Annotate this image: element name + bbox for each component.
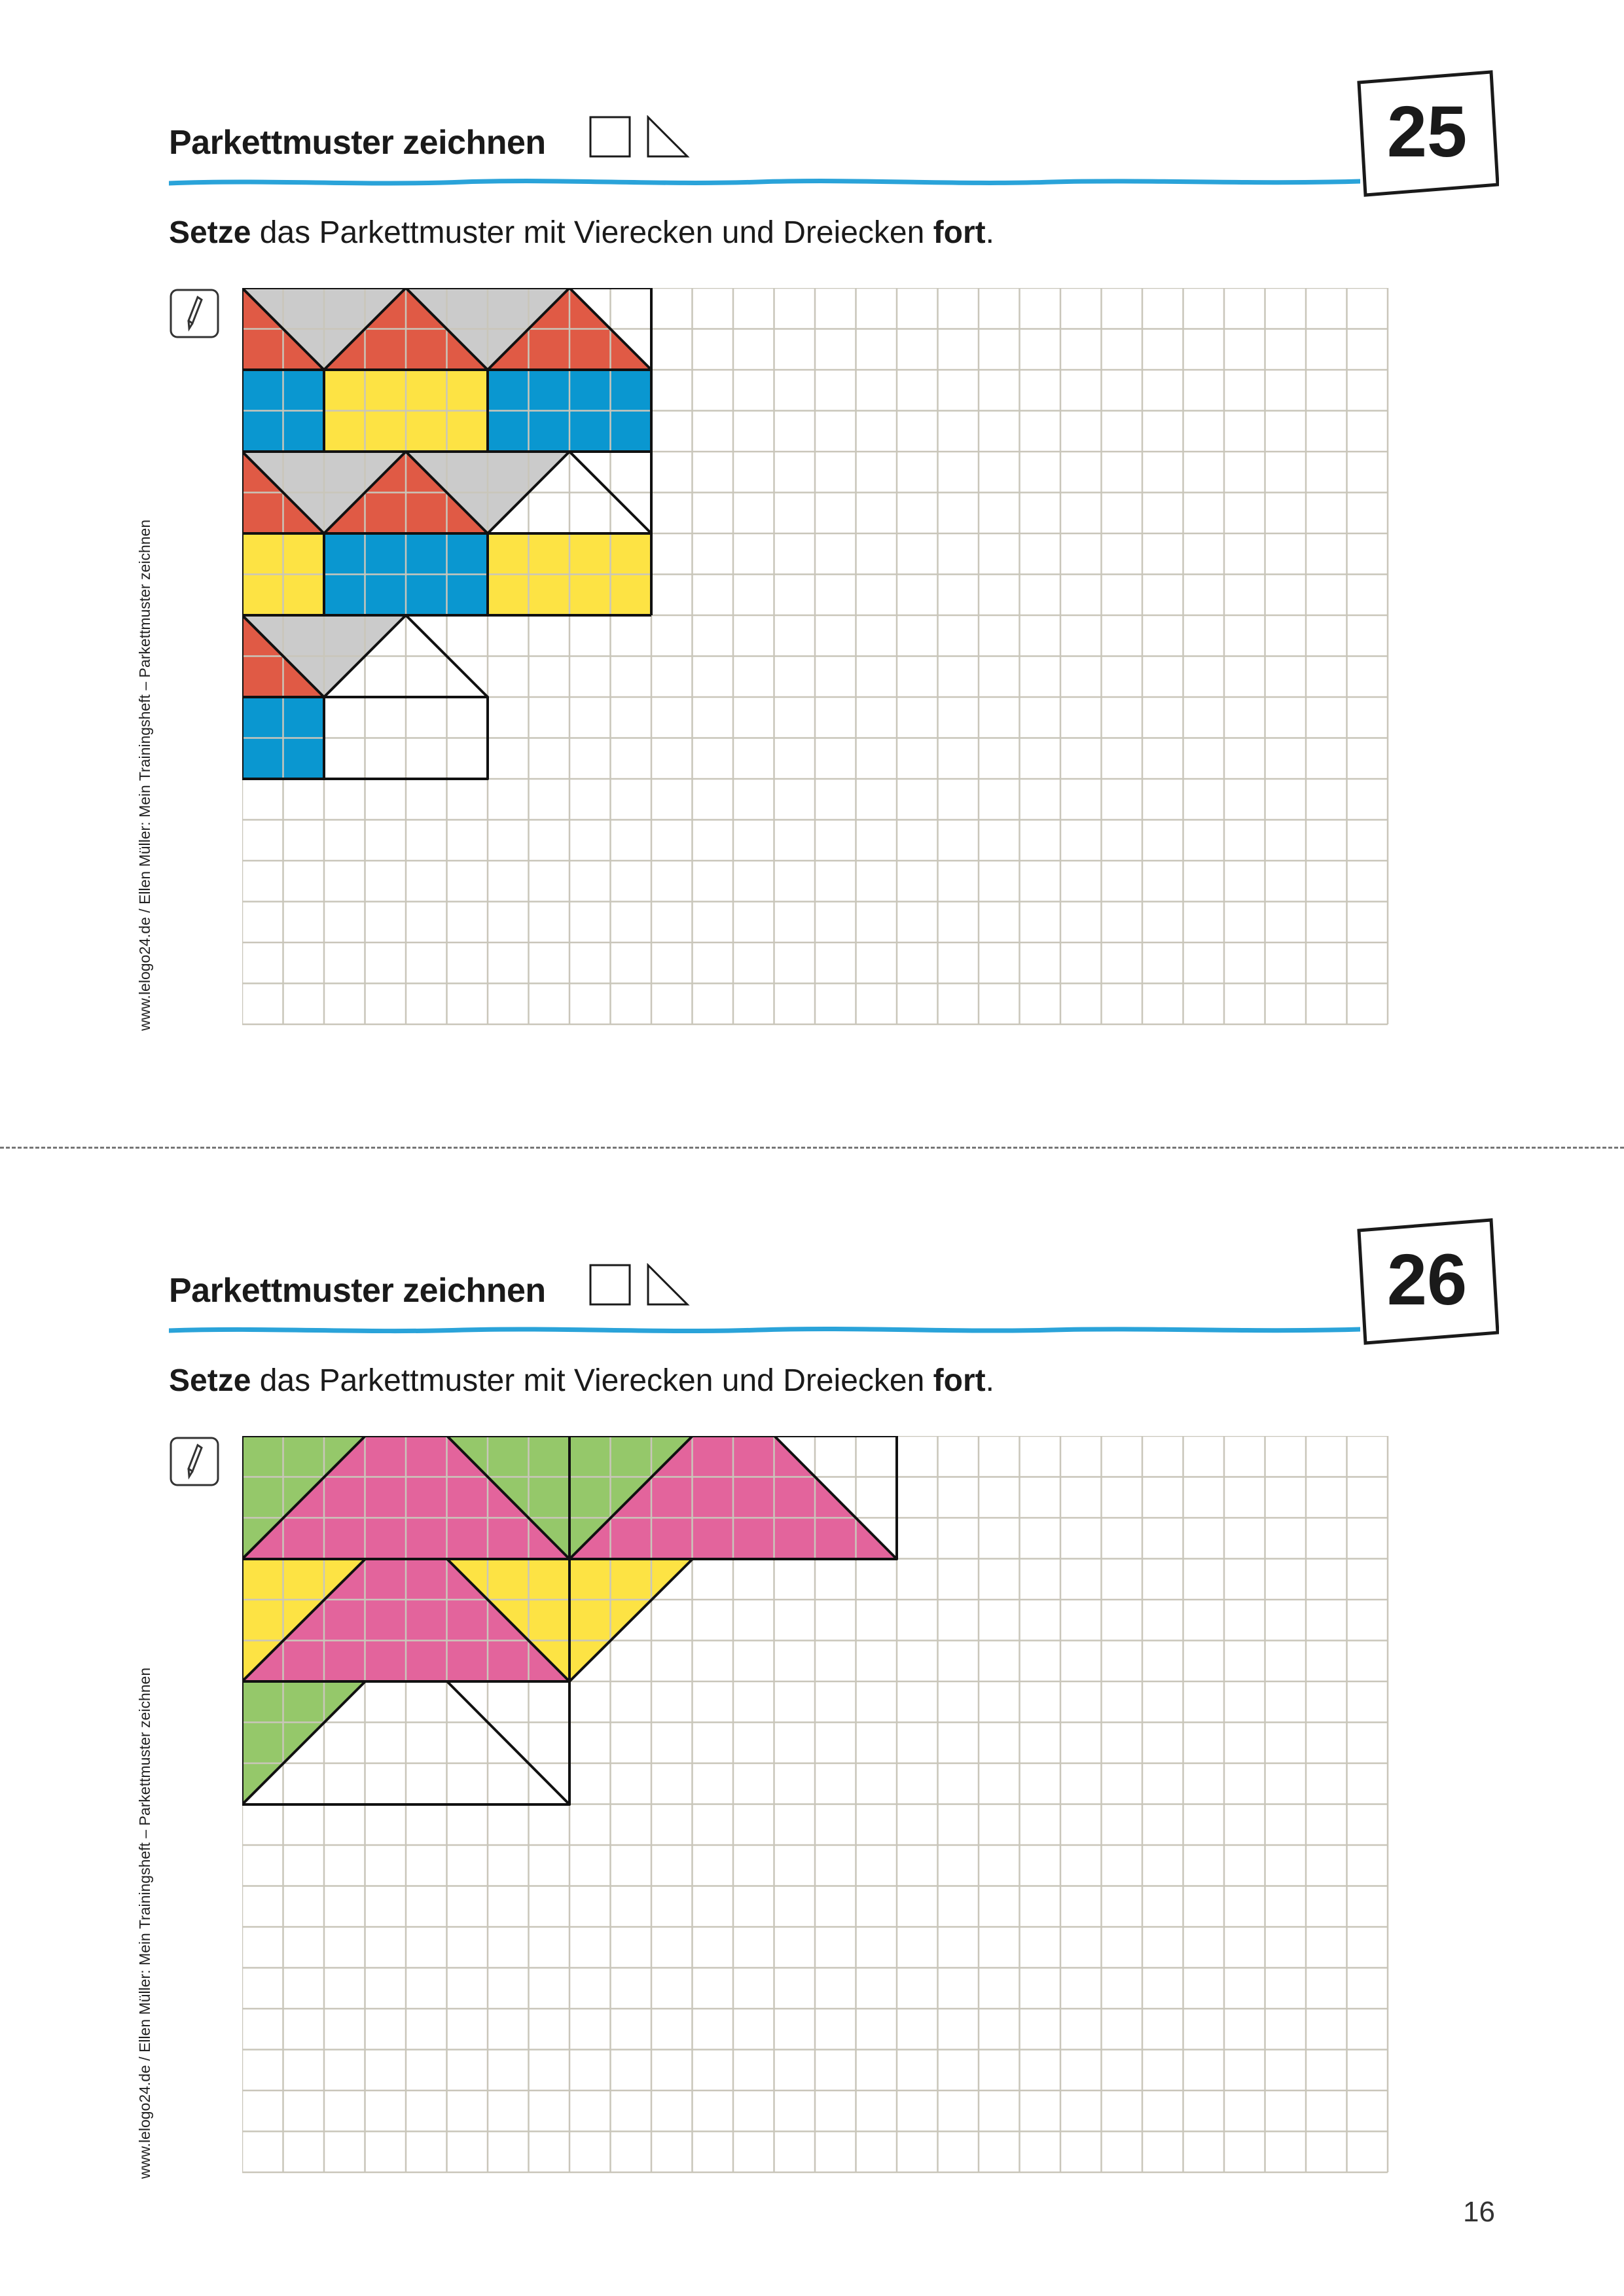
instruction-bold-start: Setze — [169, 215, 251, 250]
title-underline — [169, 1325, 1360, 1338]
page-number: 16 — [1463, 2196, 1495, 2228]
exercise-number: 26 — [1386, 1240, 1468, 1320]
instruction-end: . — [985, 215, 994, 250]
drawing-grid[interactable] — [242, 288, 1401, 1034]
exercise-card-26 — [0, 1148, 1624, 2296]
side-credit: www.lelogo24.de / Ellen Müller: Mein Trainingsheft – Parkettmuster zeichnen — [136, 519, 153, 1031]
instruction-end: . — [985, 1363, 994, 1398]
title-underline — [169, 177, 1360, 190]
square-outline-icon — [590, 117, 630, 156]
instruction-bold-start: Setze — [169, 1363, 251, 1398]
card-title: Parkettmuster zeichnen — [169, 1272, 546, 1310]
right-triangle-outline-icon — [648, 117, 687, 156]
square-outline-icon — [590, 1265, 630, 1304]
exercise-number: 25 — [1386, 92, 1468, 172]
right-triangle-outline-icon — [648, 1265, 687, 1304]
drawing-grid[interactable] — [242, 1436, 1401, 2182]
instruction-bold-end: fort — [933, 215, 986, 250]
pencil-icon — [169, 288, 221, 340]
instruction-text — [169, 215, 994, 251]
side-credit: www.lelogo24.de / Ellen Müller: Mein Trainingsheft – Parkettmuster zeichnen — [136, 1667, 153, 2179]
pencil-icon — [169, 1436, 221, 1488]
shape-icons — [589, 115, 694, 161]
shape-icons — [589, 1263, 694, 1309]
instruction-bold-end: fort — [933, 1363, 986, 1398]
card-title: Parkettmuster zeichnen — [169, 124, 546, 162]
instruction-text — [169, 1363, 994, 1399]
instruction-middle: das Parkettmuster mit Vierecken und Dreiecken — [251, 215, 933, 250]
instruction-middle: das Parkettmuster mit Vierecken und Dreiecken — [251, 1363, 933, 1398]
